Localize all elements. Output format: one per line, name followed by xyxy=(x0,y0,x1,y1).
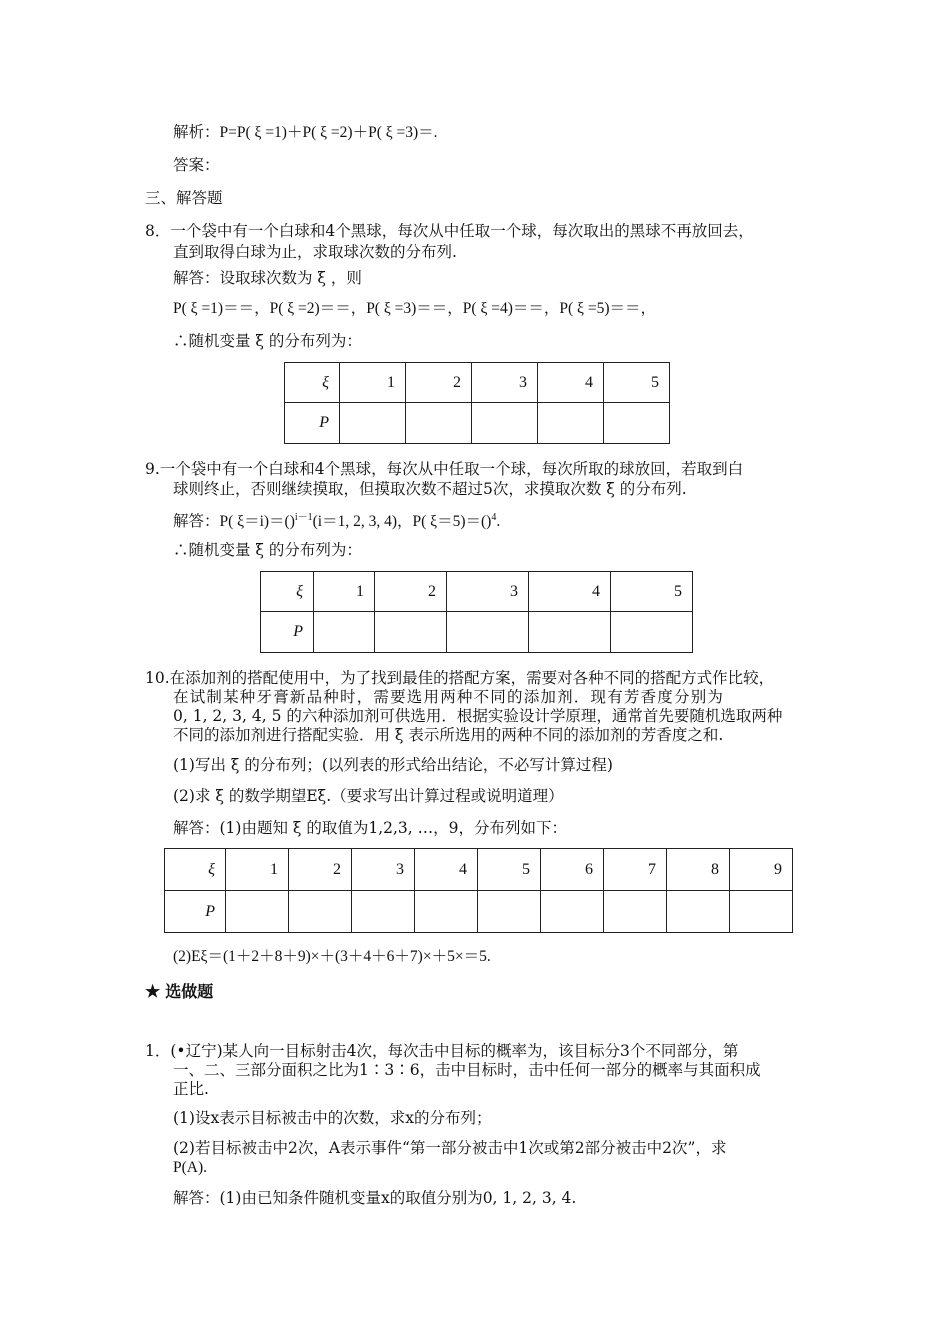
q10-line4: 不同的添加剂进行搭配实验．用 ξ 表示所选用的两种不同的添加剂的芳香度之和. xyxy=(173,726,724,744)
q10-table-p-cell xyxy=(226,891,289,933)
q8-line1 xyxy=(145,221,754,241)
q10-line2: 在试制某种牙膏新品种时，需要选用两种不同的添加剂．现有芳香度分别为 xyxy=(173,688,725,706)
e1-line1 xyxy=(145,1041,738,1061)
q8-solution-intro: 解答：设取球次数为 ξ ，则 xyxy=(173,269,362,287)
q10-table-cell: 7 xyxy=(604,849,667,891)
q10-table-head-p: P xyxy=(165,891,226,933)
q10-table-cell: 5 xyxy=(478,849,541,891)
q8-table-cell: 1 xyxy=(340,363,406,403)
q9-table-p-cell xyxy=(529,612,611,653)
q9-table-cell: 3 xyxy=(447,572,529,612)
q9-distribution-table xyxy=(260,571,693,653)
q8-table-p-cell xyxy=(406,403,472,444)
q10-table-p-cell xyxy=(604,891,667,933)
q8-line2: 直到取得白球为止，求取球次数的分布列. xyxy=(173,243,457,261)
section-title: 三、解答题 xyxy=(145,189,223,207)
q9-table-row-x xyxy=(261,572,693,612)
q10-table-cell: 8 xyxy=(667,849,730,891)
q8-table-p-cell xyxy=(538,403,604,444)
q8-table-p-cell xyxy=(472,403,538,444)
q10-text1: 在添加剂的搭配使用中，为了找到最佳的搭配方案，需要对各种不同的搭配方式作比较， xyxy=(169,669,775,687)
e1-solution: 解答：(1)由已知条件随机变量x的取值分别为0, 1, 2, 3, 4. xyxy=(173,1189,577,1207)
q10-table-cell: 6 xyxy=(541,849,604,891)
q10-solution-intro: 解答：(1)由题知 ξ 的取值为1,2,3, …，9，分布列如下： xyxy=(173,819,568,837)
q10-table-p-cell xyxy=(667,891,730,933)
q9-line2: 球则终止，否则继续摸取，但摸取次数不超过5次，求摸取次数 ξ 的分布列. xyxy=(173,480,687,498)
q9-table-cell: 2 xyxy=(375,572,447,612)
q10-table-p-cell xyxy=(415,891,478,933)
q9-table-p-cell xyxy=(611,612,693,653)
q9-formula-part2: (i＝1, 2, 3, 4)，P( ξ＝5)＝() xyxy=(312,513,492,530)
q10-subquestion1: (1)写出 ξ 的分布列；(以列表的形式给出结论，不必写计算过程) xyxy=(173,756,613,774)
q8-table-row-x xyxy=(285,363,670,403)
q10-table-row-p xyxy=(165,891,793,933)
star-icon: ★ xyxy=(145,982,161,1002)
q8-table-head-x: ξ xyxy=(285,363,340,403)
q9-formula-exponent: i－1 xyxy=(294,512,313,523)
q9-formula-end: . xyxy=(496,513,501,530)
e1-subquestion2-line2: P(A). xyxy=(173,1159,208,1176)
q10-table-cell: 4 xyxy=(415,849,478,891)
e1-subquestion1: (1)设x表示目标被击中的次数，求x的分布列； xyxy=(173,1109,492,1127)
q10-line3: 0, 1, 2, 3, 4, 5 的六种添加剂可供选用．根据实验设计学原理，通常首先要随机选取两种 xyxy=(173,707,783,725)
q9-table-head-p: P xyxy=(261,612,314,653)
q9-table-head-x: ξ xyxy=(261,572,314,612)
q9-table-p-cell xyxy=(375,612,447,653)
q8-solution-probabilities: P( ξ =1)＝＝，P( ξ =2)＝＝，P( ξ =3)＝＝，P( ξ =4)＝＝，P( ξ =5)＝＝， xyxy=(173,300,656,317)
q10-line1 xyxy=(145,668,774,688)
q9-table-cell: 5 xyxy=(611,572,693,612)
q8-table-cell: 5 xyxy=(604,363,670,403)
q10-table-p-cell xyxy=(730,891,793,933)
q10-distribution-table xyxy=(164,848,793,933)
q9-table-cell: 4 xyxy=(529,572,611,612)
q9-solution-formula xyxy=(173,508,500,532)
q10-solution-expectation: (2)Eξ＝(1＋2＋8＋9)×＋(3＋4＋6＋7)×＋5×＝5. xyxy=(173,948,491,965)
q9-table-cell: 1 xyxy=(314,572,375,612)
q8-solution-dist-label: ∴随机变量 ξ 的分布列为： xyxy=(173,332,362,350)
e1-number: 1． xyxy=(145,1042,171,1060)
answer-label: 答案： xyxy=(173,156,220,174)
q8-number: 8． xyxy=(145,222,171,240)
q9-table-p-cell xyxy=(314,612,375,653)
q10-table-p-cell xyxy=(352,891,415,933)
q10-table-p-cell xyxy=(289,891,352,933)
q8-table-cell: 2 xyxy=(406,363,472,403)
q9-formula-part1: 解答：P( ξ＝i)＝() xyxy=(173,513,295,530)
q10-table-cell: 2 xyxy=(289,849,352,891)
q9-number: 9. xyxy=(145,460,160,478)
q8-table-p-cell xyxy=(340,403,406,444)
q9-text1: 一个袋中有一个白球和4个黑球，每次从中任取一个球，每次所取的球放回，若取到白 xyxy=(159,460,744,478)
q9-solution-dist-label: ∴随机变量 ξ 的分布列为： xyxy=(173,541,362,559)
q10-table-p-cell xyxy=(478,891,541,933)
q10-table-cell: 3 xyxy=(352,849,415,891)
q8-text1: 一个袋中有一个白球和4个黑球，每次从中任取一个球，每次取出的黑球不再放回去， xyxy=(170,222,754,240)
q8-table-p-cell xyxy=(604,403,670,444)
q8-table-cell: 4 xyxy=(538,363,604,403)
q9-line1 xyxy=(145,459,743,479)
analysis-line xyxy=(173,122,438,143)
q10-table-p-cell xyxy=(541,891,604,933)
q10-number: 10. xyxy=(145,669,170,687)
e1-line3: 正比. xyxy=(173,1080,209,1098)
analysis-formula: P=P( ξ =1)＋P( ξ =2)＋P( ξ =3)＝. xyxy=(219,124,438,141)
q8-distribution-table xyxy=(284,362,670,444)
q10-table-head-x: ξ xyxy=(165,849,226,891)
q8-table-cell: 3 xyxy=(472,363,538,403)
e1-text1: (•辽宁)某人向一目标射击4次，每次击中目标的概率为，该目标分3个不同部分，第 xyxy=(170,1042,739,1060)
q10-table-cell: 9 xyxy=(730,849,793,891)
q9-table-p-cell xyxy=(447,612,529,653)
e1-line2: 一、二、三部分面积之比为1∶3∶6，击中目标时，击中任何一部分的概率与其面积成 xyxy=(173,1061,761,1079)
elective-title: 选做题 xyxy=(165,982,214,1001)
analysis-label: 解析： xyxy=(173,123,220,141)
q10-table-cell: 1 xyxy=(226,849,289,891)
q9-formula-exponent2: 4 xyxy=(491,512,497,523)
q9-table-row-p xyxy=(261,612,693,653)
e1-subquestion2-line1: (2)若目标被击中2次，A表示事件“第一部分被击中1次或第2部分被击中2次”，求 xyxy=(173,1139,727,1157)
elective-header xyxy=(145,982,213,1002)
q10-subquestion2: (2)求 ξ 的数学期望Eξ.（要求写出计算过程或说明道理） xyxy=(173,787,564,805)
q10-table-row-x xyxy=(165,849,793,891)
q8-table-head-p: P xyxy=(285,403,340,444)
q8-table-row-p xyxy=(285,403,670,444)
